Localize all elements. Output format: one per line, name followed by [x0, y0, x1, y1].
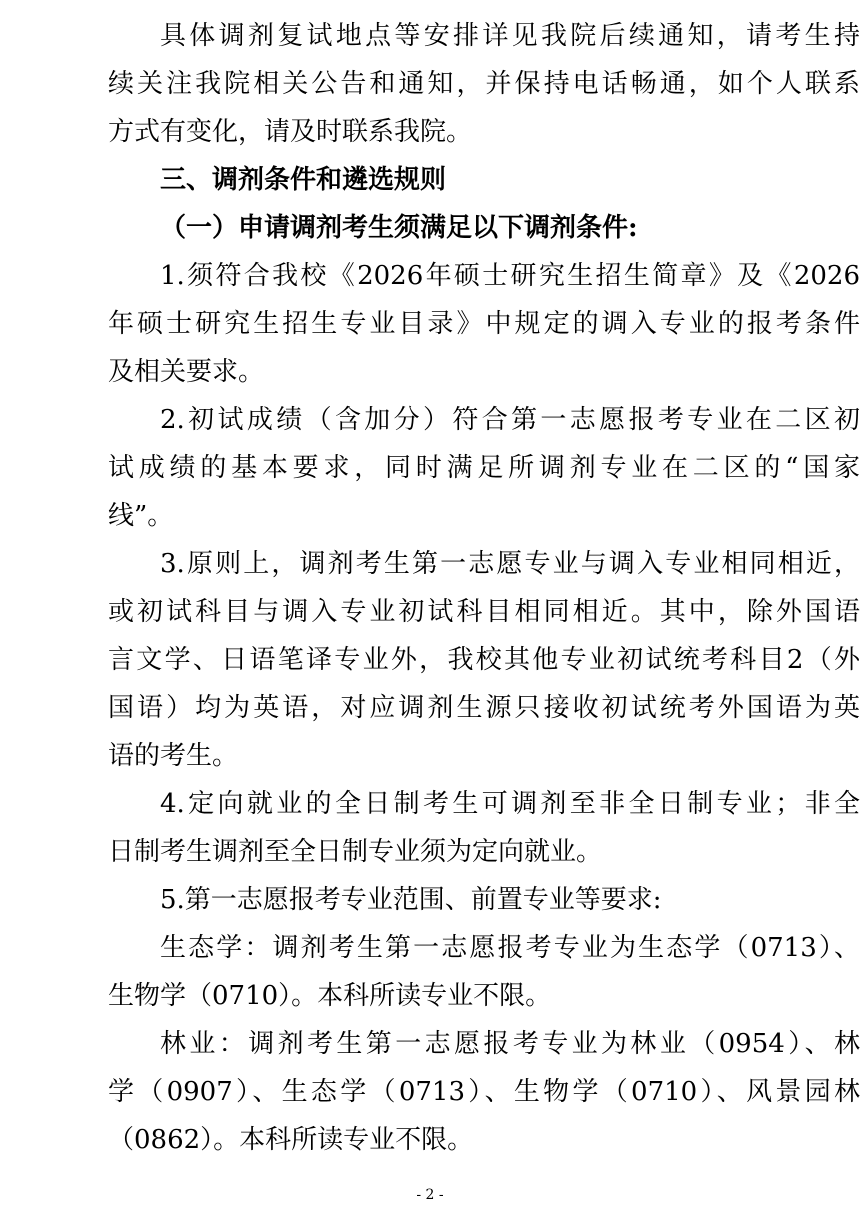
paragraph-line: 3.原则上，调剂考生第一志愿专业与调入专业相同相近， — [160, 549, 860, 579]
paragraph-line: 试成绩的基本要求，同时满足所调剂专业在二区的“国家 — [108, 453, 860, 483]
paragraph-line: 学（0907）、生态学（0713）、生物学（0710）、风景园林 — [108, 1077, 860, 1107]
paragraph-line: 生态学：调剂考生第一志愿报考专业为生态学（0713）、 — [160, 933, 860, 963]
paragraph-line: （0862）。本科所读专业不限。 — [108, 1125, 474, 1155]
paragraph-line: 或初试科目与调入专业初试科目相同相近。其中，除外国语 — [108, 597, 860, 627]
paragraph-line: 言文学、日语笔译专业外，我校其他专业初试统考科目2（外 — [108, 645, 860, 675]
paragraph-line: 林业：调剂考生第一志愿报考专业为林业（0954）、林 — [160, 1029, 860, 1059]
paragraph-line: 具体调剂复试地点等安排详见我院后续通知，请考生持 — [160, 21, 860, 51]
paragraph-line: 生物学（0710）。本科所读专业不限。 — [108, 981, 552, 1011]
paragraph-line: 语的考生。 — [108, 741, 239, 771]
page-number: - 2 - — [416, 1187, 444, 1203]
subsection-heading: （一）申请调剂考生须满足以下调剂条件: — [160, 213, 638, 243]
paragraph-line: 线”。 — [108, 501, 174, 531]
paragraph-line: 及相关要求。 — [108, 357, 265, 387]
paragraph-line: 4.定向就业的全日制考生可调剂至非全日制专业；非全 — [160, 789, 860, 819]
paragraph-line: 日制考生调剂至全日制专业须为定向就业。 — [108, 837, 603, 867]
paragraph-line: 1.须符合我校《2026年硕士研究生招生简章》及《2026 — [160, 261, 860, 291]
paragraph-line: 5.第一志愿报考专业范围、前置专业等要求: — [160, 885, 662, 915]
paragraph-line: 年硕士研究生招生专业目录》中规定的调入专业的报考条件 — [108, 309, 860, 339]
paragraph-line: 续关注我院相关公告和通知，并保持电话畅通，如个人联系 — [108, 69, 860, 99]
section-heading: 三、调剂条件和遴选规则 — [160, 165, 447, 195]
paragraph-line: 2.初试成绩（含加分）符合第一志愿报考专业在二区初 — [160, 405, 860, 435]
paragraph-line: 国语）均为英语，对应调剂生源只接收初试统考外国语为英 — [108, 693, 860, 723]
paragraph-line: 方式有变化，请及时联系我院。 — [108, 117, 473, 147]
